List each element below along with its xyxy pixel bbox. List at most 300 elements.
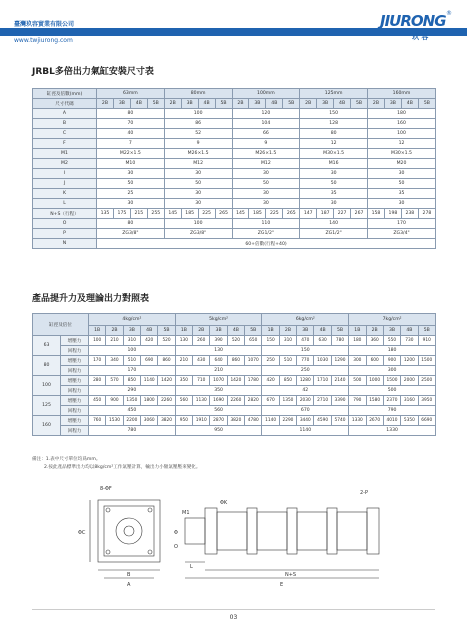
- multiplier-header: 3B: [249, 99, 266, 109]
- row-code: C: [33, 129, 97, 139]
- table-row: [33, 189, 436, 199]
- cell: 160: [368, 119, 436, 129]
- cell: 360: [366, 336, 383, 346]
- cell: 910: [418, 336, 435, 346]
- cell: 630: [314, 336, 331, 346]
- cell: ZG3/4": [368, 229, 436, 239]
- cell: 1000: [366, 376, 383, 386]
- table-row: [33, 109, 436, 119]
- cell: 1350: [279, 396, 296, 406]
- cell: 3440: [297, 416, 314, 426]
- website-url: www.twjiurong.com: [14, 37, 73, 44]
- cell: 430: [193, 356, 210, 366]
- label-A: A: [127, 582, 131, 588]
- logo-chinese: 玖 容: [412, 33, 429, 41]
- cell: 180: [349, 336, 366, 346]
- cell: 260: [193, 336, 210, 346]
- cell: 1780: [245, 376, 262, 386]
- pressure-header: 4kg/cm²: [89, 314, 176, 326]
- cell: 100: [89, 346, 176, 356]
- cell: 40: [97, 129, 165, 139]
- cell: 1070: [210, 376, 227, 386]
- cell: 500: [349, 376, 366, 386]
- pull-label: 回程力: [61, 366, 89, 376]
- multiplier-header: 2B: [164, 99, 181, 109]
- multiplier-header: 4B: [130, 99, 147, 109]
- cell: 6690: [418, 416, 435, 426]
- cell: 570: [106, 376, 123, 386]
- barrel-4: [337, 512, 367, 550]
- cell: 1140: [262, 416, 279, 426]
- cell: 3950: [418, 396, 435, 406]
- cell: 520: [158, 336, 175, 346]
- pull-label: 回程力: [61, 406, 89, 416]
- multiplier-header: 4B: [227, 326, 244, 336]
- cell: 150: [262, 346, 349, 356]
- cell: 500: [349, 386, 436, 396]
- row-code: O: [33, 219, 97, 229]
- multiplier-header: 2B: [279, 326, 296, 336]
- cell: 1800: [141, 396, 158, 406]
- multiplier-header: 5B: [418, 99, 435, 109]
- cell: 1580: [366, 396, 383, 406]
- cell: 790: [349, 406, 436, 416]
- cell: 420: [262, 376, 279, 386]
- cell: 80: [97, 219, 165, 229]
- cell: 3160: [401, 396, 418, 406]
- cell: 3820: [227, 416, 244, 426]
- multiplier-header: 5B: [147, 99, 164, 109]
- cell: 100: [89, 336, 106, 346]
- bolt-hole: [148, 508, 152, 512]
- notes: [32, 456, 201, 472]
- cell: M16: [300, 159, 368, 169]
- bore-cell: 80: [33, 356, 61, 376]
- push-label: 增壓力: [61, 376, 89, 386]
- multiplier-header: 3B: [317, 99, 334, 109]
- cell: 50: [232, 179, 300, 189]
- cell: 600: [366, 356, 383, 366]
- cell: 130: [175, 336, 192, 346]
- section1-title: JRBL多倍出力氣缸安裝尺寸表: [32, 67, 154, 77]
- cell: 180: [349, 346, 436, 356]
- cell: 100: [164, 109, 232, 119]
- bore-cell: 63: [33, 336, 61, 356]
- cell: 265: [283, 209, 300, 219]
- cell: 4780: [245, 416, 262, 426]
- cell: 9: [232, 139, 300, 149]
- table-row: [33, 129, 436, 139]
- cell: ZG3/8": [164, 229, 232, 239]
- corner-cell: 缸徑及倍位: [33, 314, 89, 336]
- multiplier-header: 1B: [175, 326, 192, 336]
- multiplier-header: 3B: [383, 326, 400, 336]
- cell: 1130: [193, 396, 210, 406]
- label-phi: Φ: [174, 530, 178, 536]
- cell: 50: [97, 179, 165, 189]
- cell: 790: [349, 396, 366, 406]
- cell: ZG3/8": [97, 229, 165, 239]
- label-NS: N+S: [285, 572, 297, 578]
- cell: 1500: [383, 376, 400, 386]
- cell: 510: [279, 356, 296, 366]
- cell: 238: [401, 209, 418, 219]
- bolt-hole: [106, 550, 110, 554]
- front-cover: [205, 508, 217, 554]
- cell: 210: [175, 366, 262, 376]
- bore-header: 100mm: [232, 89, 300, 99]
- multiplier-header: 4B: [266, 99, 283, 109]
- note-2: 2.按此產品標準出力均以8kg/cm²工作氣壓計算，輸出力小額氣壓壓來變化。: [44, 465, 201, 470]
- rod-end: [185, 518, 205, 544]
- label-phiK: ΦK: [220, 500, 228, 506]
- cell: 690: [141, 356, 158, 366]
- cell: 150: [262, 336, 279, 346]
- cell: 1030: [314, 356, 331, 366]
- cell: 2670: [366, 416, 383, 426]
- multiplier-header: 4B: [401, 326, 418, 336]
- cell: 2030: [297, 396, 314, 406]
- corner-cell: 缸徑及倍數(mm): [33, 89, 97, 99]
- cell: M12: [232, 159, 300, 169]
- cell: 290: [89, 386, 176, 396]
- multiplier-header: 5B: [215, 99, 232, 109]
- multiplier-header: 4B: [334, 99, 351, 109]
- table-row: [33, 219, 436, 229]
- multiplier-header: 3B: [297, 326, 314, 336]
- multiplier-header: 5B: [331, 326, 348, 336]
- table-row: [33, 416, 436, 426]
- push-label: 增壓力: [61, 396, 89, 406]
- cell: 300: [349, 366, 436, 376]
- label-phiC: ΦC: [78, 530, 86, 536]
- cell: 1350: [123, 396, 140, 406]
- pull-label: 回程力: [61, 386, 89, 396]
- multiplier-header: 5B: [158, 326, 175, 336]
- cell: 1500: [418, 356, 435, 366]
- cell: 145: [232, 209, 249, 219]
- cell: 850: [123, 376, 140, 386]
- cell: 80: [300, 129, 368, 139]
- table-row: [33, 119, 436, 129]
- cell: 900: [383, 356, 400, 366]
- cell: 2870: [210, 416, 227, 426]
- label-L: L: [190, 564, 193, 570]
- header-row: [33, 314, 436, 326]
- cell: 12: [300, 139, 368, 149]
- cell: 25: [97, 189, 165, 199]
- cell: 780: [331, 336, 348, 346]
- row-code: A: [33, 109, 97, 119]
- label-8-phiF: 8-ΦF: [100, 486, 112, 492]
- bolt-hole: [106, 508, 110, 512]
- multiplier-header: 1B: [262, 326, 279, 336]
- multiplier-header: 2B: [232, 99, 249, 109]
- cell: 185: [249, 209, 266, 219]
- page-number: 03: [229, 614, 238, 621]
- mid-cover-1: [247, 508, 257, 554]
- cell: 300: [349, 356, 366, 366]
- cell: 30: [232, 189, 300, 199]
- multiplier-header: 3B: [123, 326, 140, 336]
- cell: 1070: [245, 356, 262, 366]
- cell: 2260: [158, 396, 175, 406]
- cell: 2290: [279, 416, 296, 426]
- table-row: [33, 159, 436, 169]
- cell: 30: [97, 199, 165, 209]
- cell: M30×1.5: [368, 149, 436, 159]
- cell: 280: [89, 376, 106, 386]
- cell: 170: [89, 356, 106, 366]
- cell: 80: [97, 109, 165, 119]
- mid-cover-3: [327, 508, 337, 554]
- dimension-table: [32, 88, 436, 249]
- cell: M20: [368, 159, 436, 169]
- cell: 30: [300, 169, 368, 179]
- cell: 30: [164, 189, 232, 199]
- cell: 470: [297, 336, 314, 346]
- barrel-1: [217, 512, 247, 550]
- cylinder-drawing: [70, 478, 420, 596]
- cell: 185: [181, 209, 198, 219]
- multiplier-header: 4B: [141, 326, 158, 336]
- cell: 225: [198, 209, 215, 219]
- row-code: F: [33, 139, 97, 149]
- barrel-2: [257, 512, 287, 550]
- cell: 30: [164, 169, 232, 179]
- header-row: [33, 89, 436, 99]
- cell: 120: [232, 109, 300, 119]
- cell: 1140: [262, 426, 349, 436]
- cell: 1530: [106, 416, 123, 426]
- label-M1: M1: [182, 510, 190, 516]
- cell: 2370: [383, 396, 400, 406]
- cell: 350: [175, 376, 192, 386]
- cell: 250: [262, 366, 349, 376]
- table-row: [33, 336, 436, 346]
- cell: 1910: [193, 416, 210, 426]
- multiplier-header: 2B: [97, 99, 114, 109]
- cell: M12: [164, 159, 232, 169]
- cell: 5350: [401, 416, 418, 426]
- cell: 104: [232, 119, 300, 129]
- cell: 450: [89, 396, 106, 406]
- cell: 1140: [141, 376, 158, 386]
- cell: M30×1.5: [300, 149, 368, 159]
- row-code: I: [33, 169, 97, 179]
- multiplier-header: 5B: [283, 99, 300, 109]
- pressure-header: 6kg/cm²: [262, 314, 349, 326]
- multiplier-header: 2B: [193, 326, 210, 336]
- table-row: [33, 169, 436, 179]
- cell: 175: [113, 209, 130, 219]
- cell: 180: [368, 109, 436, 119]
- row-code: N: [33, 239, 97, 249]
- bore-circle: [116, 518, 142, 544]
- table-row: [33, 406, 436, 416]
- cell: 450: [89, 406, 176, 416]
- row-code: M2: [33, 159, 97, 169]
- cell: 670: [262, 396, 279, 406]
- bore-cell: 125: [33, 396, 61, 416]
- row-code: P: [33, 229, 97, 239]
- label-E: E: [280, 582, 284, 588]
- row-code: J: [33, 179, 97, 189]
- cell: M10: [97, 159, 165, 169]
- flange-outline: [98, 500, 160, 562]
- cell: 210: [175, 356, 192, 366]
- cell: 9: [164, 139, 232, 149]
- row-code: N+S（行程）: [33, 209, 97, 219]
- row-code: M1: [33, 149, 97, 159]
- multiplier-header: 2B: [368, 99, 385, 109]
- table-row: [33, 346, 436, 356]
- label-B: B: [127, 572, 131, 578]
- multiplier-header: 1B: [89, 326, 106, 336]
- cell: 860: [158, 356, 175, 366]
- cell: 2820: [245, 396, 262, 406]
- table-row: [33, 386, 436, 396]
- section2-title: 產品提升力及理論出力對照表: [32, 294, 150, 304]
- cell: 30: [232, 169, 300, 179]
- cell: 950: [175, 426, 262, 436]
- cell: 50: [300, 179, 368, 189]
- multiplier-header: 3B: [113, 99, 130, 109]
- cell: 1280: [297, 376, 314, 386]
- barrel-3: [297, 512, 327, 550]
- cell: 560: [175, 406, 262, 416]
- cell: 1200: [401, 356, 418, 366]
- bore-cell: 100: [33, 376, 61, 396]
- cell: 2710: [314, 396, 331, 406]
- cell: 420: [141, 336, 158, 346]
- cell: 770: [297, 356, 314, 366]
- footer-line: [32, 609, 435, 610]
- cell: 170: [89, 366, 176, 376]
- cell: 128: [300, 119, 368, 129]
- cell: 145: [164, 209, 181, 219]
- header-row: [33, 99, 436, 109]
- cell: M26×1.5: [164, 149, 232, 159]
- table-row: [33, 139, 436, 149]
- table-row: [33, 239, 436, 249]
- cell: 1420: [227, 376, 244, 386]
- cell: 210: [106, 336, 123, 346]
- force-table: [32, 313, 436, 436]
- cell: 1710: [314, 376, 331, 386]
- cell: 30: [97, 169, 165, 179]
- cell: 70: [97, 119, 165, 129]
- cell: 520: [227, 336, 244, 346]
- cell: 30: [368, 169, 436, 179]
- cell: 4010: [383, 416, 400, 426]
- table-row: [33, 396, 436, 406]
- table-row: [33, 179, 436, 189]
- cell: 35: [368, 189, 436, 199]
- note-1: 備注：1.表中尺寸單位均爲mm。: [32, 457, 101, 462]
- multiplier-header: 5B: [351, 99, 368, 109]
- row-code: L: [33, 199, 97, 209]
- cell: 100: [164, 219, 232, 229]
- cell: 187: [317, 209, 334, 219]
- cell: 150: [300, 109, 368, 119]
- cell: 850: [279, 376, 296, 386]
- cell: 255: [147, 209, 164, 219]
- page-header: [0, 0, 467, 47]
- cell: 30: [164, 199, 232, 209]
- bore-cell: 160: [33, 416, 61, 436]
- cell: 950: [175, 416, 192, 426]
- cell: 550: [383, 336, 400, 346]
- cell: 227: [334, 209, 351, 219]
- cell: 100: [368, 129, 436, 139]
- cell: 5740: [331, 416, 348, 426]
- cell: 510: [123, 356, 140, 366]
- cell: 110: [232, 219, 300, 229]
- cell: 250: [262, 356, 279, 366]
- row-code: K: [33, 189, 97, 199]
- cell: 225: [266, 209, 283, 219]
- rod-circle: [124, 526, 134, 536]
- bore-header: 125mm: [300, 89, 368, 99]
- table-row: [33, 356, 436, 366]
- cell: 1330: [349, 426, 436, 436]
- cell: 780: [89, 426, 176, 436]
- cell: 2500: [418, 376, 435, 386]
- cell: M22×1.5: [97, 149, 165, 159]
- cell: 760: [89, 416, 106, 426]
- cell: 130: [175, 346, 262, 356]
- cell: 900: [106, 396, 123, 406]
- label-O: O: [174, 544, 178, 550]
- cell: 12: [368, 139, 436, 149]
- cell: 860: [227, 356, 244, 366]
- table-row: [33, 366, 436, 376]
- cell: 66: [232, 129, 300, 139]
- cell: 1330: [349, 416, 366, 426]
- cell: ZG1/2": [300, 229, 368, 239]
- cell: 265: [215, 209, 232, 219]
- mid-cover-2: [287, 508, 297, 554]
- table-row: [33, 426, 436, 436]
- table-row: [33, 376, 436, 386]
- cell: 640: [210, 356, 227, 366]
- table-row: [33, 149, 436, 159]
- cell: 730: [401, 336, 418, 346]
- pressure-header: 5kg/cm²: [175, 314, 262, 326]
- cell: 1420: [158, 376, 175, 386]
- rear-cover: [367, 508, 379, 554]
- cell: 2140: [331, 376, 348, 386]
- pull-label: 回程力: [61, 346, 89, 356]
- row-code: B: [33, 119, 97, 129]
- cell: 390: [210, 336, 227, 346]
- cell: 7: [97, 139, 165, 149]
- table-row: [33, 209, 436, 219]
- table-row: [33, 229, 436, 239]
- cell: 3390: [331, 396, 348, 406]
- cell: 30: [300, 199, 368, 209]
- cell: 710: [193, 376, 210, 386]
- cell: 86: [164, 119, 232, 129]
- multiplier-header: 3B: [181, 99, 198, 109]
- multiplier-header: 4B: [198, 99, 215, 109]
- table-row: [33, 199, 436, 209]
- cell: 1290: [331, 356, 348, 366]
- cell: 50: [164, 179, 232, 189]
- cell: 170: [368, 219, 436, 229]
- cell: 670: [262, 406, 349, 416]
